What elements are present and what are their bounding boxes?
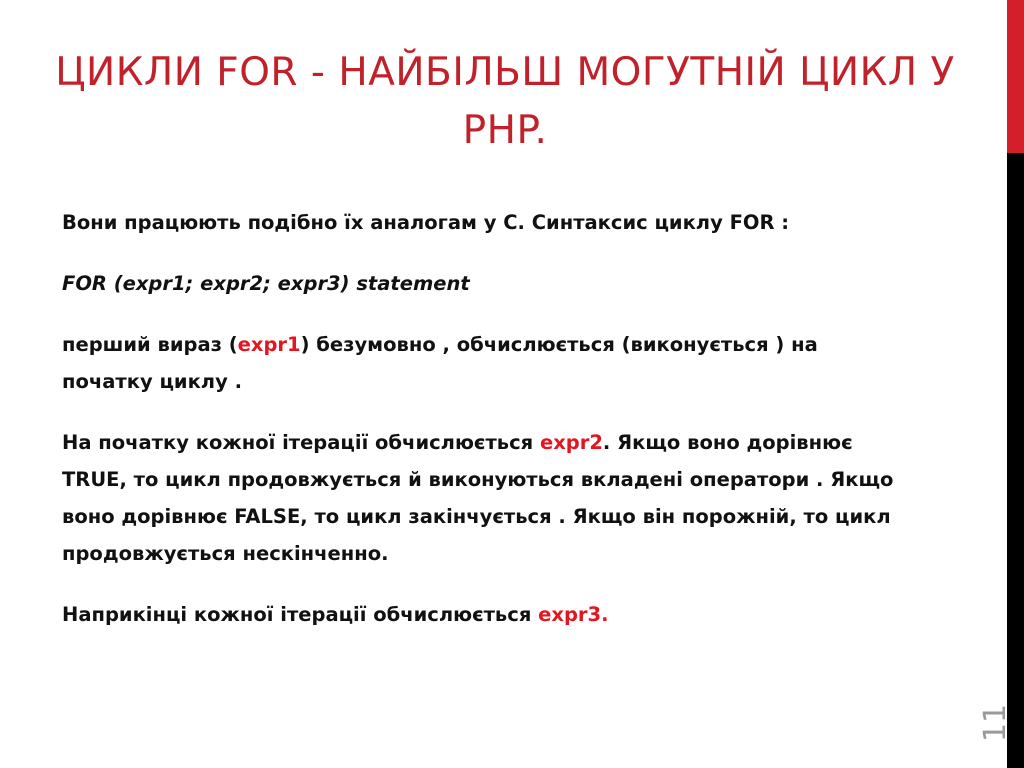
expr3-paragraph xyxy=(62,596,902,633)
intro-paragraph: Вони працюють подібно їх аналогам у C. Синтаксис циклу FOR : xyxy=(62,211,790,234)
expr2-text-after: . Якщо воно дорівнює TRUE, то цикл продовжується й виконуються вкладені оператори . Якщо воно дорівнює FALSE, то цикл закінчується . Якщо він порожній, то цикл продовжується нескінченно. xyxy=(62,431,894,565)
expr1-paragraph xyxy=(62,326,902,400)
syntax-line: FOR (expr1; expr2; expr3) statement xyxy=(62,272,470,295)
expr2-highlight: expr2 xyxy=(539,431,603,454)
expr3-text-before: Наприкінці кожної ітерації обчислюється xyxy=(62,603,539,626)
expr1-highlight: expr1 xyxy=(237,333,301,356)
expr3-highlight: expr3. xyxy=(538,603,609,626)
slide-number: 11 xyxy=(978,703,1013,743)
accent-bar-red xyxy=(1007,0,1024,153)
slide-title: ЦИКЛИ FOR - НАЙБІЛЬШ МОГУТНІЙ ЦИКЛ У PHP. xyxy=(55,50,955,153)
expr2-text-before: На початку кожної ітерації обчислюється xyxy=(62,431,540,454)
expr1-text-after: ) безумовно , обчислюється (виконується ) на початку циклу . xyxy=(62,333,818,393)
accent-bar-black xyxy=(1007,153,1024,768)
expr2-paragraph xyxy=(62,424,902,572)
expr1-text-before: перший вираз ( xyxy=(62,333,238,356)
slide-body xyxy=(62,204,902,657)
